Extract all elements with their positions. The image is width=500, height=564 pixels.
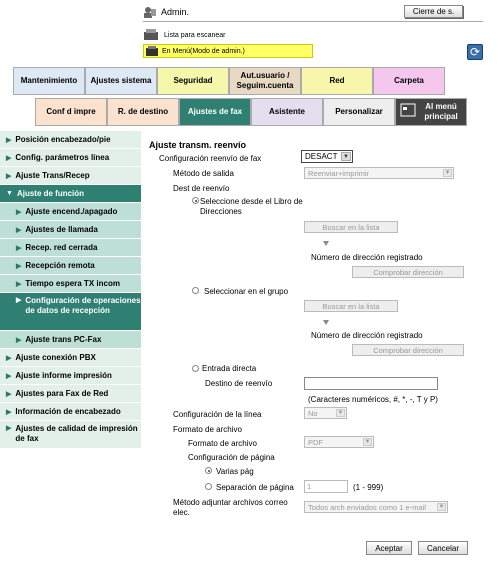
arrow-right-icon: ▶ bbox=[16, 297, 22, 304]
tab-conf-impre[interactable]: Conf d impre bbox=[35, 98, 107, 126]
tab-red[interactable]: Red bbox=[301, 67, 373, 95]
sidebar-item-ajuste-funcion[interactable] bbox=[0, 185, 141, 203]
arrow-right-icon: ▶ bbox=[6, 390, 12, 398]
chevron-down-icon: ▼ bbox=[337, 410, 344, 416]
page-config-label: Configuración de página bbox=[188, 453, 275, 462]
sidebar-item-label: Información de encabezado bbox=[15, 407, 121, 416]
admin-user-icon bbox=[143, 6, 157, 18]
sidebar-subitem-tiempo-espera[interactable] bbox=[0, 275, 141, 293]
logout-button[interactable]: Cierre de s. bbox=[404, 5, 463, 18]
file-format-select[interactable] bbox=[304, 436, 374, 448]
arrow-right-icon: ▶ bbox=[6, 372, 12, 380]
sidebar-subitem-pc-fax[interactable] bbox=[0, 331, 141, 349]
sidebar-subitem-remota[interactable] bbox=[0, 257, 141, 275]
scan-list[interactable] bbox=[143, 28, 225, 42]
arrow-right-icon: ▶ bbox=[6, 354, 12, 362]
sidebar-item-label: Ajuste trans PC-Fax bbox=[25, 335, 102, 344]
sidebar-item-label: Posición encabezado/pie bbox=[15, 135, 111, 144]
sidebar-item-label: Ajuste encend./apagado bbox=[25, 207, 118, 216]
sidebar-item-label: Ajustes para Fax de Red bbox=[15, 389, 109, 398]
reg-address-label: Número de dirección registrado bbox=[311, 253, 423, 262]
attach-method-label: Método adjuntar archivos correo elec. bbox=[173, 498, 288, 517]
check-address-button-2[interactable]: Comprobar dirección bbox=[352, 344, 464, 356]
search-list-button[interactable]: Buscar en la lista bbox=[304, 221, 398, 233]
file-format-value: PDF bbox=[308, 437, 323, 447]
tab-ajustes-sistema[interactable]: Ajustes sistema bbox=[85, 67, 157, 95]
line-config-select[interactable] bbox=[304, 407, 347, 419]
tab-menu-principal[interactable] bbox=[395, 98, 467, 126]
arrow-right-icon: ▶ bbox=[16, 336, 22, 344]
arrow-right-icon: ▶ bbox=[16, 262, 22, 270]
file-format-sub-label: Formato de archivo bbox=[188, 439, 257, 448]
sidebar-subitem-llamada[interactable] bbox=[0, 221, 141, 239]
sidebar-item-informe[interactable] bbox=[0, 367, 141, 385]
radio-group[interactable] bbox=[192, 287, 199, 294]
machine-icon bbox=[146, 46, 158, 56]
sidebar-item-label: Ajustes de llamada bbox=[25, 225, 98, 234]
output-method-value: Reenviar+imprimir bbox=[308, 168, 370, 178]
arrow-down-icon bbox=[323, 320, 329, 325]
sidebar-item-encabezado[interactable] bbox=[0, 403, 141, 421]
sidebar-item-label: Configuración de operaciones de datos de recepción bbox=[25, 296, 141, 315]
dest-label: Dest de reenvío bbox=[173, 184, 230, 193]
page-separation-input[interactable]: 1 bbox=[304, 480, 348, 493]
radio-page-separation-label: Separación de página bbox=[216, 483, 294, 492]
sidebar-item-label: Recep. red cerrada bbox=[25, 243, 98, 252]
scanner-icon bbox=[143, 28, 159, 42]
tab-personalizar[interactable]: Personalizar bbox=[323, 98, 395, 126]
sidebar-item-label: Tiempo espera TX incom bbox=[25, 279, 120, 288]
arrow-right-icon: ▶ bbox=[6, 425, 12, 432]
reg-address-label-2: Número de dirección registrado bbox=[311, 331, 423, 340]
sidebar-item-label: Ajuste de función bbox=[16, 189, 85, 198]
arrow-right-icon: ▶ bbox=[16, 244, 22, 252]
radio-page-separation[interactable] bbox=[205, 483, 212, 490]
sidebar-item-label: Ajustes de calidad de impresión de fax bbox=[15, 424, 138, 443]
page-title: Ajuste transm. reenvío bbox=[149, 140, 247, 150]
tab-mantenimiento[interactable]: Mantenimiento bbox=[13, 67, 85, 95]
tab-carpeta[interactable]: Carpeta bbox=[373, 67, 445, 95]
tab-menu-principal-label: Al menú principal bbox=[424, 102, 458, 121]
radio-direct[interactable] bbox=[192, 365, 199, 372]
output-method-select[interactable] bbox=[304, 167, 454, 179]
cancel-button[interactable]: Cancelar bbox=[418, 541, 468, 555]
attach-method-select[interactable] bbox=[304, 501, 448, 513]
home-menu-icon bbox=[400, 103, 416, 117]
config-reenvio-select[interactable] bbox=[301, 150, 353, 163]
sidebar-item-fax-red[interactable] bbox=[0, 385, 141, 403]
radio-direct-label: Entrada directa bbox=[202, 364, 257, 373]
tab-asistente[interactable]: Asistente bbox=[251, 98, 323, 126]
sidebar bbox=[0, 131, 141, 449]
arrow-right-icon: ▶ bbox=[6, 154, 12, 162]
admin-label: Admin. bbox=[161, 7, 190, 17]
tab-aut-usuario[interactable]: Aut.usuario / Seguim.cuenta bbox=[229, 67, 301, 95]
sidebar-item-label: Ajuste informe impresión bbox=[15, 371, 112, 380]
dest-reenvio-label: Destino de reenvío bbox=[205, 379, 273, 388]
page-separation-range: (1 - 999) bbox=[353, 483, 384, 492]
sidebar-subitem-encend[interactable] bbox=[0, 203, 141, 221]
admin-indicator bbox=[143, 4, 243, 20]
sidebar-subitem-red-cerrada[interactable] bbox=[0, 239, 141, 257]
scan-list-label: Lista para escanear bbox=[164, 31, 226, 39]
sidebar-item-label: Ajuste Trans/Recep bbox=[15, 171, 90, 180]
radio-group-label: Seleccionar en el grupo bbox=[204, 287, 289, 296]
chevron-down-icon: ▼ bbox=[364, 439, 371, 445]
dest-reenvio-input[interactable] bbox=[304, 377, 438, 390]
sidebar-item-label: Ajuste conexión PBX bbox=[15, 353, 96, 362]
config-reenvio-value: DESACT bbox=[305, 152, 338, 161]
header-divider bbox=[143, 21, 483, 22]
config-reenvio-label: Configuración reenvío de fax bbox=[159, 154, 262, 163]
sidebar-item-calidad[interactable] bbox=[0, 421, 141, 449]
search-list-button-2[interactable]: Buscar en la lista bbox=[304, 300, 398, 312]
sidebar-item-label: Config. parámetros línea bbox=[15, 153, 110, 162]
sidebar-subitem-datos-recepcion[interactable] bbox=[0, 293, 141, 331]
sidebar-item-config-linea[interactable] bbox=[0, 149, 141, 167]
admin-mode-label: En Menú(Modo de admin.) bbox=[162, 47, 245, 55]
sidebar-item-posicion[interactable] bbox=[0, 131, 141, 149]
arrow-down-icon: ▼ bbox=[6, 190, 13, 197]
file-format-label: Formato de archivo bbox=[173, 425, 242, 434]
radio-address-book-label: Seleccione desde el Libro de Direcciones bbox=[200, 197, 303, 216]
tab-r-destino[interactable]: R. de destino bbox=[107, 98, 179, 126]
line-config-value: No bbox=[308, 408, 318, 418]
accept-button[interactable]: Aceptar bbox=[366, 541, 412, 555]
chevron-down-icon: ▼ bbox=[444, 170, 451, 176]
admin-mode-bar bbox=[143, 44, 313, 58]
tab-ajustes-fax[interactable]: Ajustes de fax bbox=[179, 98, 251, 126]
radio-multi-page-label: Varias pág bbox=[216, 467, 254, 476]
arrow-right-icon: ▶ bbox=[6, 136, 12, 144]
line-config-label: Configuración de la línea bbox=[173, 410, 262, 419]
arrow-right-icon: ▶ bbox=[16, 226, 22, 234]
output-method-label: Método de salida bbox=[173, 169, 234, 178]
refresh-icon[interactable]: ⟳ bbox=[467, 44, 483, 60]
chevron-down-icon: ▼ bbox=[341, 152, 351, 161]
chars-note: (Caracteres numéricos, #, *, -, T y P) bbox=[308, 395, 438, 404]
radio-multi-page[interactable] bbox=[205, 467, 212, 474]
chevron-down-icon: ▼ bbox=[438, 504, 445, 510]
arrow-right-icon: ▶ bbox=[16, 208, 22, 216]
sidebar-item-label: Recepción remota bbox=[25, 261, 95, 270]
tab-seguridad[interactable]: Seguridad bbox=[157, 67, 229, 95]
attach-method-value: Todos arch enviados como 1 e-mail bbox=[308, 502, 426, 512]
arrow-right-icon: ▶ bbox=[16, 280, 22, 288]
arrow-down-icon bbox=[323, 241, 329, 246]
arrow-right-icon: ▶ bbox=[6, 172, 12, 180]
arrow-right-icon: ▶ bbox=[6, 408, 12, 416]
check-address-button[interactable]: Comprobar dirección bbox=[352, 266, 464, 278]
sidebar-item-pbx[interactable] bbox=[0, 349, 141, 367]
sidebar-item-trans-recep[interactable] bbox=[0, 167, 141, 185]
